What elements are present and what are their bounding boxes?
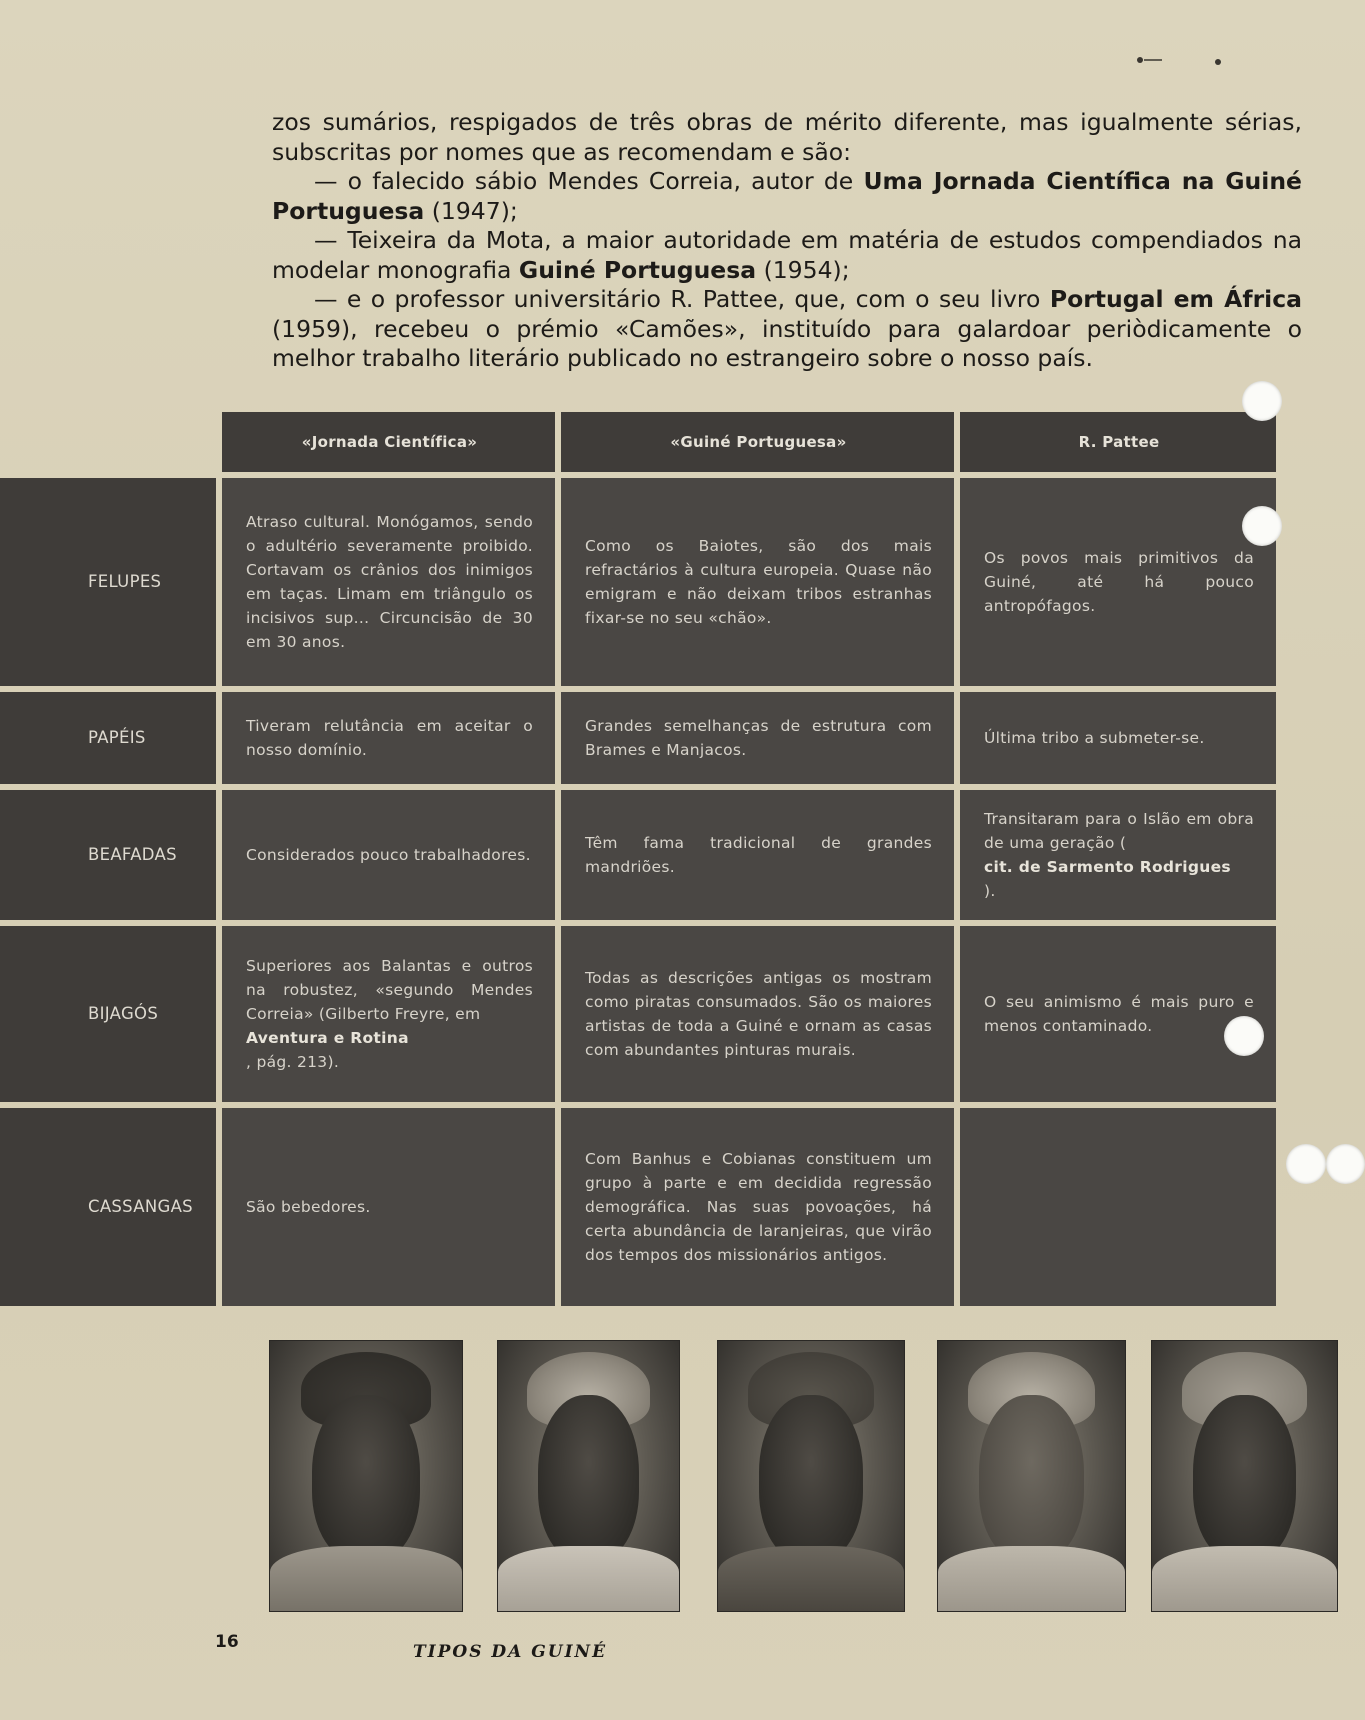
intro-paragraph-3 xyxy=(272,226,1302,285)
table-header-pattee: R. Pattee xyxy=(960,412,1276,472)
portrait-photo-3 xyxy=(717,1340,905,1612)
intro-text xyxy=(272,108,1302,374)
cell-bijagos-pattee: O seu animismo é mais puro e menos contaminado. xyxy=(960,926,1276,1102)
cell-cassangas-pattee xyxy=(960,1108,1276,1306)
intro-paragraph-1: zos sumários, respigados de três obras de mérito diferente, mas igualmente sérias, subscritas por nomes que as recomendam e são: xyxy=(272,108,1302,166)
intro-p4-text-end: (1959), recebeu o prémio «Camões», instituído para galardoar periòdicamente o melhor trabalho literário publicado no estrangeiro sobre o nosso país. xyxy=(272,314,1302,372)
cell-felupes-jornada: Atraso cultural. Monógamos, sendo o adultério severamente proibido. Cortavam os crânios dos inimigos em taças. Limam em triângulo os incisivos sup... Circuncisão de 30 em 30 anos. xyxy=(222,478,555,686)
row-label-beafadas: BEAFADAS xyxy=(0,790,216,920)
intro-p2-text: — o falecido sábio Mendes Correia, autor de xyxy=(314,167,864,195)
book-title-jornada: Uma Jornada Científica na Guiné Portuguesa xyxy=(272,167,1302,225)
cell-beafadas-pattee: Transitaram para o Islão em obra de uma geração ( cit. de Sarmento Rodrigues ). xyxy=(960,790,1276,920)
cell-bijagos-jornada: Superiores aos Balantas e outros na robustez, «segundo Mendes Correia» (Gilberto Freyre, em Aventura e Rotina , pág. 213). xyxy=(222,926,555,1102)
cell-bijagos-guine: Todas as descrições antigas os mostram como piratas consumados. São os maiores artistas de toda a Guiné e ornam as casas com abundantes pinturas murais. xyxy=(561,926,954,1102)
intro-paragraph-4 xyxy=(272,285,1302,374)
row-label-papeis: PAPÉIS xyxy=(0,692,216,784)
portrait-photo-5 xyxy=(1151,1340,1338,1612)
punch-hole xyxy=(1242,506,1282,546)
book-title-portugal: Portugal em África xyxy=(1049,285,1302,313)
intro-paragraph-2 xyxy=(272,167,1302,226)
punch-hole xyxy=(1286,1144,1326,1184)
book-title-guine: Guiné Portuguesa xyxy=(518,255,757,284)
cell-papeis-guine: Grandes semelhanças de estrutura com Brames e Manjacos. xyxy=(561,692,954,784)
cell-papeis-pattee: Última tribo a submeter-se. xyxy=(960,692,1276,784)
ink-mark xyxy=(1132,50,1232,70)
punch-hole xyxy=(1224,1016,1264,1056)
portrait-photo-4 xyxy=(937,1340,1126,1612)
row-label-bijagos: BIJAGÓS xyxy=(0,926,216,1102)
page-number: 16 xyxy=(215,1632,239,1652)
intro-p2-year: (1947); xyxy=(424,196,518,225)
cell-papeis-jornada: Tiveram relutância em aceitar o nosso domínio. xyxy=(222,692,555,784)
row-label-felupes: FELUPES xyxy=(0,478,216,686)
portrait-photo-1 xyxy=(269,1340,463,1612)
punch-hole xyxy=(1242,381,1282,421)
table-header-jornada: «Jornada Científica» xyxy=(222,412,555,472)
footer-title: TIPOS DA GUINÉ xyxy=(413,1642,608,1662)
intro-p3-text: — Teixeira da Mota, a maior autoridade em matéria de estudos compendiados na modelar monografia xyxy=(272,226,1302,284)
cell-cassangas-guine: Com Banhus e Cobianas constituem um grupo à parte e em decidida regressão demográfica. Nas suas povoações, há certa abundância de laranjeiras, que virão dos tempos dos missionários antigos. xyxy=(561,1108,954,1306)
cell-cassangas-jornada: São bebedores. xyxy=(222,1108,555,1306)
punch-hole xyxy=(1326,1144,1365,1184)
portrait-photo-2 xyxy=(497,1340,680,1612)
table-header-guine: «Guiné Portuguesa» xyxy=(561,412,954,472)
cell-beafadas-guine: Têm fama tradicional de grandes mandriões. xyxy=(561,790,954,920)
row-label-cassangas: CASSANGAS xyxy=(0,1108,216,1306)
cell-felupes-pattee: Os povos mais primitivos da Guiné, até há pouco antropófagos. xyxy=(960,478,1276,686)
cell-beafadas-jornada: Considerados pouco trabalhadores. xyxy=(222,790,555,920)
intro-p4-text: — e o professor universitário R. Pattee, que, com o seu livro xyxy=(314,285,1050,313)
intro-p3-year: (1954); xyxy=(756,255,850,284)
cell-felupes-guine: Como os Baiotes, são dos mais refractários à cultura europeia. Quase não emigram e não deixam tribos estranhas fixar-se no seu «chão». xyxy=(561,478,954,686)
